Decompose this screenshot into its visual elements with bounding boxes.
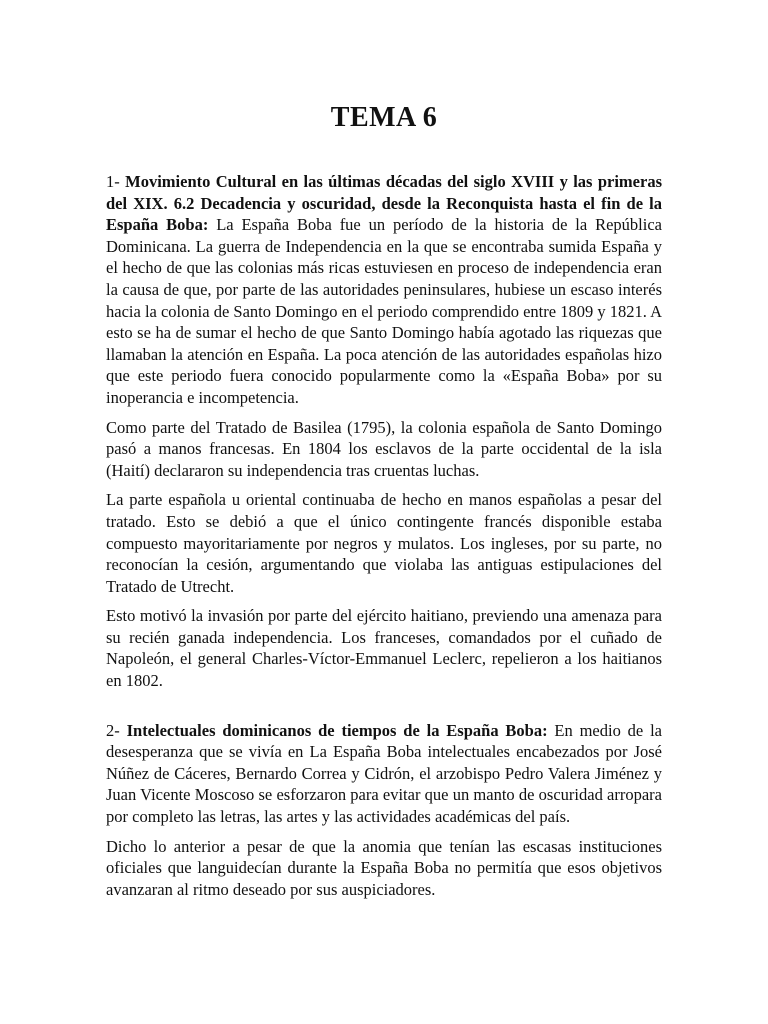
section-1-paragraph: Como parte del Tratado de Basilea (1795), la colonia española de Santo Domingo pasó a manos francesas. En 1804 los esclavos de la parte occidental de la isla (Haití) declararon su independencia tras cruentas luchas. xyxy=(106,417,662,480)
section-1-number: 1- xyxy=(106,172,126,191)
section-1 xyxy=(106,171,662,692)
section-2-paragraph: Dicho lo anterior a pesar de que la anomia que tenían las escasas instituciones oficiales que languidecían durante la España Boba no permitía que esos objetivos avanzaran al ritmo deseado por sus auspiciadores. xyxy=(106,836,662,899)
section-1-paragraph: Esto motivó la invasión por parte del ejército haitiano, previendo una amenaza para su recién ganada independencia. Los franceses, comandados por el cuñado de Napoleón, el general Charles-Víctor-Emmanuel Leclerc, repelieron a los haitianos en 1802. xyxy=(106,606,662,691)
section-1-paragraph: La parte española u oriental continuaba de hecho en manos españolas a pesar del tratado. Esto se debió a que el único contingente francés disponible estaba compuesto mayoritariamente por negros y mulatos. Los ingleses, por su parte, no reconocían la cesión, argumentando que violaba las antiguas estipulaciones del Tratado de Utrecht. xyxy=(106,490,662,596)
section-2 xyxy=(106,720,662,901)
section-2-intro-text: En medio de la desesperanza que se vivía en La España Boba intelectuales encabezados por José Núñez de Cáceres, Bernardo Correa y Cidrón, el arzobispo Pedro Valera Jiménez y Juan Vicente Moscoso se esforzaron para evitar que un manto de oscuridad arropara por completo las letras, las artes y las actividades académicas del país. xyxy=(106,720,662,827)
section-1-intro-paragraph xyxy=(106,171,662,409)
section-1-heading: Movimiento Cultural en las últimas décadas del siglo XVIII y las primeras del XIX. 6.2 Decadencia y oscuridad, desde la Reconquista hasta el fin de la España Boba: xyxy=(106,172,662,235)
section-2-number: 2- xyxy=(106,720,127,740)
section-1-intro-text: La España Boba fue un período de la historia de la República Dominicana. La guerra de Independencia en la que se encontraba sumida España y el hecho de que las colonias más ricas estuviesen en proceso de independencia eran la causa de que, por parte de las autoridades peninsulares, hubiese un escaso interés hacia la colonia de Santo Domingo en el periodo comprendido entre 1809 y 1821. A esto se ha de sumar el hecho de que Santo Domingo había agotado las riquezas que llamaban la atención en España. La poca atención de las autoridades españolas hizo que este periodo fuera conocido popularmente como la «España Boba» por su inoperancia e incompetencia. xyxy=(106,215,662,407)
section-2-intro-paragraph xyxy=(106,720,662,828)
section-2-heading: Intelectuales dominicanos de tiempos de la España Boba: xyxy=(126,720,548,740)
page-title: TEMA 6 xyxy=(330,102,438,133)
